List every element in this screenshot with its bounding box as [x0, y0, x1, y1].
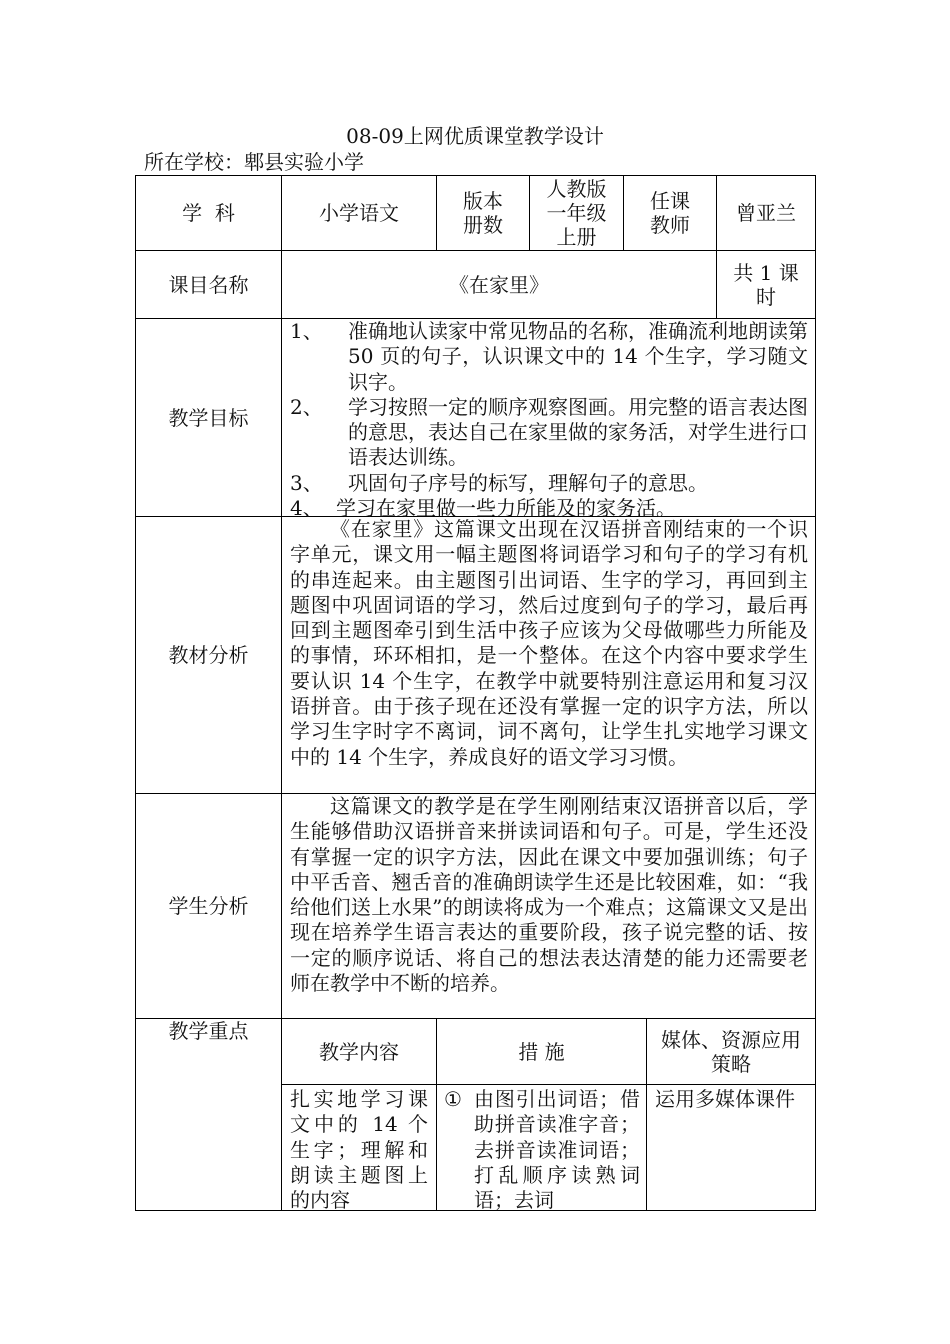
goal-item — [290, 319, 808, 395]
col-header-measures: 措 施 — [518, 1039, 565, 1064]
edition-value: 人教版 一年级 上册 — [546, 177, 607, 249]
students-label: 学生分析 — [168, 894, 249, 918]
goal-text: 学习按照一定的顺序观察图画。用完整的语言表达图的意思，表达自己在家里做的家务活，对学生进行口语表达训练。 — [348, 394, 808, 470]
goal-text: 巩固句子序号的标写，理解句子的意思。 — [348, 470, 708, 495]
measures-cell — [444, 1087, 640, 1213]
measure-item — [444, 1087, 640, 1213]
goal-text: 准确地认读家中常见物品的名称，准确流利地朗读第 50 页的句子，认识课文中的 14 个生字，学习随文识字。 — [348, 319, 808, 394]
goal-number: 2、 — [290, 394, 323, 419]
goal-item — [290, 395, 808, 471]
goal-number: 1、 — [290, 319, 323, 343]
material-text: 《在家里》这篇课文出现在汉语拼音刚结束的一个识字单元，课文用一幅主题图将词语学习和句子的学习有机的串连起来。由主题图引出词语、生字的学习，再回到主题图中巩固词语的学习，然后过度到句子的学习，最后再回到主题图牵引到生活中孩子应该为父母做哪些力所能及的事情，环环相扣，是一个整体。在这个内容中要求学生要认识 14 个生字，在教学中就要特别注意运用和复习汉语拼音。由于孩子现在还没有掌握一定的识字方法，所以学习生字时字不离词，词不离句，让学生扎实地学习课文中的 14 个生字，养成良好的语文学习习惯。 — [290, 517, 808, 769]
goal-item — [290, 471, 808, 496]
subject-label: 学 科 — [182, 201, 235, 225]
row-divider — [281, 1084, 816, 1085]
students-text: 这篇课文的教学是在学生刚刚结束汉语拼音以后，学生能够借助汉语拼音来拼读词语和句子。可是，学生还没有掌握一定的识字方法，因此在课文中要加强训练；句子中平舌音、翘舌音的准确朗读学生还是比较困难，如：“我给他们送上水果”的朗读将成为一个难点；这篇课文又是出现在培养学生语言表达的重要阶段，孩子说完整的话、按一定的顺序说话、将自己的想法表达清楚的能力还需要老师在教学中不断的培养。 — [290, 794, 808, 996]
school-line: 所在学校：郫县实验小学 — [144, 150, 364, 174]
subject-value: 小学语文 — [319, 201, 399, 225]
col-header-content: 教学内容 — [319, 1039, 399, 1064]
media-text: 运用多媒体课件 — [655, 1087, 795, 1111]
edition-label: 版本 册数 — [463, 189, 503, 237]
teacher-value: 曾亚兰 — [736, 201, 796, 225]
goal-number: 4、 — [290, 496, 323, 521]
goal-text: 学习在家里做一些力所能及的家务活。 — [336, 496, 676, 521]
measure-number: ① — [444, 1087, 462, 1111]
teacher-label: 任课 教师 — [650, 189, 690, 237]
col-header-media: 媒体、资源应用策略 — [661, 1027, 801, 1076]
goals-label: 教学目标 — [168, 405, 249, 430]
material-label: 教材分析 — [168, 643, 249, 667]
goal-number: 3、 — [290, 470, 323, 495]
document-title: 08-09上网优质课堂教学设计 — [346, 124, 604, 148]
lesson-name-value: 《在家里》 — [449, 272, 549, 297]
key-points-label: 教学重点 — [168, 1019, 249, 1043]
lesson-name-label: 课目名称 — [168, 272, 249, 297]
goals-list — [290, 319, 808, 521]
measure-text: 由图引出词语；借助拼音读准字音；去拼音读准词语；打乱顺序读熟词语；去词 — [474, 1087, 640, 1213]
key-content-text: 扎实地学习课文中的 14 个生字；理解和朗读主题图上的内容 — [290, 1087, 428, 1213]
table-border-right — [815, 175, 816, 1211]
lesson-hours: 共 1 课 时 — [733, 260, 799, 309]
